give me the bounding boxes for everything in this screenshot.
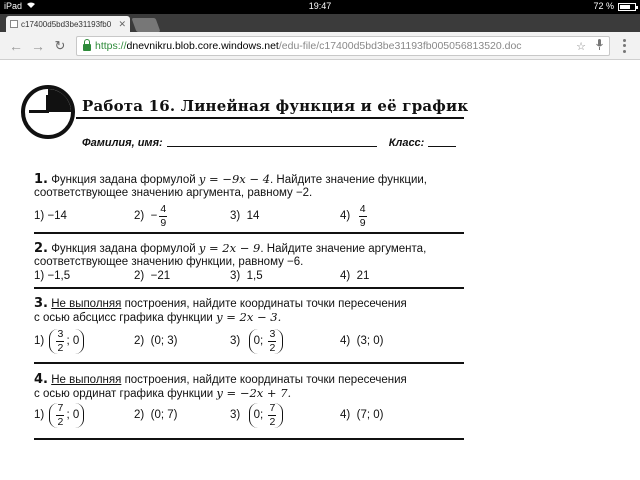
task-2-answer-4: 4) 21: [340, 270, 370, 282]
task-4-answers: [34, 401, 383, 429]
browser-toolbar: [0, 32, 640, 60]
bookmark-star-icon[interactable]: ☆: [576, 40, 586, 53]
name-row: [82, 137, 456, 149]
task-1-text-pre: Функция задана формулой: [51, 174, 196, 186]
task-4-answer-2: 2) (0; 7): [134, 409, 178, 421]
task-2-answer-2: 2) −21: [134, 270, 171, 282]
battery-icon: [618, 3, 636, 11]
url-scheme: https://: [95, 40, 127, 52]
class-label: Класс:: [388, 137, 425, 149]
task-3: [34, 297, 407, 325]
device-name: iPad: [4, 1, 23, 11]
task-1-answer-1: 1) −14: [34, 210, 67, 222]
task-1-answer-3: 3) 14: [230, 210, 260, 222]
back-icon[interactable]: ←: [9, 38, 23, 54]
task-2-answer-3: 3) 1,5: [230, 270, 263, 282]
status-time: 19:47: [308, 1, 332, 11]
task-2-text-pre: Функция задана формулой: [51, 243, 196, 255]
task-4-text-post: построения, найдите координаты точки пересечения: [124, 374, 407, 386]
task-3-answer-2: 2) (0; 3): [134, 335, 178, 347]
task-3-divider: [34, 362, 464, 364]
task-4-divider: [34, 438, 464, 440]
forward-icon[interactable]: →: [31, 38, 45, 54]
task-2-line-1: [34, 242, 426, 256]
task-2-number: 2.: [34, 241, 48, 256]
task-1-line-1: [34, 173, 427, 187]
task-3-text-pre: с осью абсцисс графика функции: [34, 312, 213, 324]
task-2-divider: [34, 287, 464, 289]
document-page: [0, 61, 640, 480]
task-1-answer-4: 4) $\frac{4}{9}$: [340, 202, 366, 229]
task-1-number: 1.: [34, 172, 48, 187]
task-2: [34, 242, 426, 269]
browser-tab[interactable]: [6, 16, 130, 32]
task-3-line-1: [34, 297, 407, 311]
task-3-answers: [34, 327, 383, 355]
task-4-text-pre: с осью ординат графика функции: [34, 388, 214, 400]
task-3-underlined: Не выполняя: [51, 298, 122, 310]
task-3-answer-1: 1) $\frac{3}{2}$ ; 0: [34, 329, 134, 354]
task-2-answer-1: 1) −1,5: [34, 270, 71, 282]
task-4: [34, 373, 407, 401]
task-4-answer-3: 3) 0 ; $\frac{7}{2}$: [230, 403, 340, 428]
status-right: [593, 1, 636, 11]
status-bar: [0, 0, 640, 14]
new-tab-button[interactable]: [131, 18, 160, 32]
menu-icon[interactable]: [618, 38, 630, 54]
url-path: /edu-file/c17400d5bd3be31193fb005056813520.doc: [278, 40, 522, 52]
title-divider: [76, 117, 464, 119]
task-1-text-post: . Найдите значение функции,: [270, 174, 428, 186]
task-3-line-2: [34, 311, 407, 325]
task-1-divider: [34, 232, 464, 234]
task-2-formula: y = 2x − 9: [198, 241, 261, 255]
task-2-line-2: соответствующее значению функции, равному −6.: [34, 256, 304, 268]
task-3-answer-3: 3) 0 ; $\frac{3}{2}$: [230, 329, 340, 354]
close-tab-icon[interactable]: ✕: [118, 18, 126, 29]
task-1: [34, 173, 427, 200]
task-4-line-1: [34, 373, 407, 387]
reload-icon[interactable]: ↻: [54, 38, 66, 53]
task-3-number: 3.: [34, 296, 48, 311]
task-2-answers: [34, 269, 369, 283]
lock-icon: [83, 44, 91, 51]
task-3-formula: y = 2x − 3.: [216, 310, 282, 324]
task-1-formula: y = −9x − 4: [198, 172, 271, 186]
task-4-number: 4.: [34, 372, 48, 387]
battery-fill: [620, 5, 630, 9]
url-host: dnevnikru.blob.core.windows.net: [126, 40, 279, 52]
task-1-answers: [34, 203, 369, 229]
microphone-icon[interactable]: [596, 39, 603, 53]
address-bar[interactable]: [76, 36, 610, 56]
task-3-text-post: построения, найдите координаты точки пересечения: [124, 298, 407, 310]
document-icon: [10, 20, 18, 28]
clock-icon: [21, 85, 75, 139]
name-blank: [167, 137, 377, 147]
name-label: Фамилия, имя:: [82, 137, 163, 149]
task-4-underlined: Не выполняя: [51, 374, 122, 386]
task-1-line-2: соответствующее значению аргумента, равному −2.: [34, 187, 313, 199]
task-4-line-2: [34, 387, 407, 401]
tab-strip: [0, 14, 640, 32]
task-4-answer-1: 1) $\frac{7}{2}$ ; 0: [34, 403, 134, 428]
class-blank: [428, 137, 456, 147]
task-1-answer-2: 2) − $\frac{4}{9}$: [134, 202, 167, 229]
worksheet-title: Работа 16. Линейная функция и её график: [82, 97, 469, 115]
task-4-answer-4: 4) (7; 0): [340, 409, 384, 421]
task-2-text-post: . Найдите значение аргумента,: [260, 243, 427, 255]
task-3-answer-4: 4) (3; 0): [340, 335, 384, 347]
task-4-formula: y = −2x + 7.: [216, 386, 292, 400]
battery-percent: 72 %: [593, 1, 614, 11]
tab-title: c17400d5bd3be31193fb0: [21, 19, 112, 29]
